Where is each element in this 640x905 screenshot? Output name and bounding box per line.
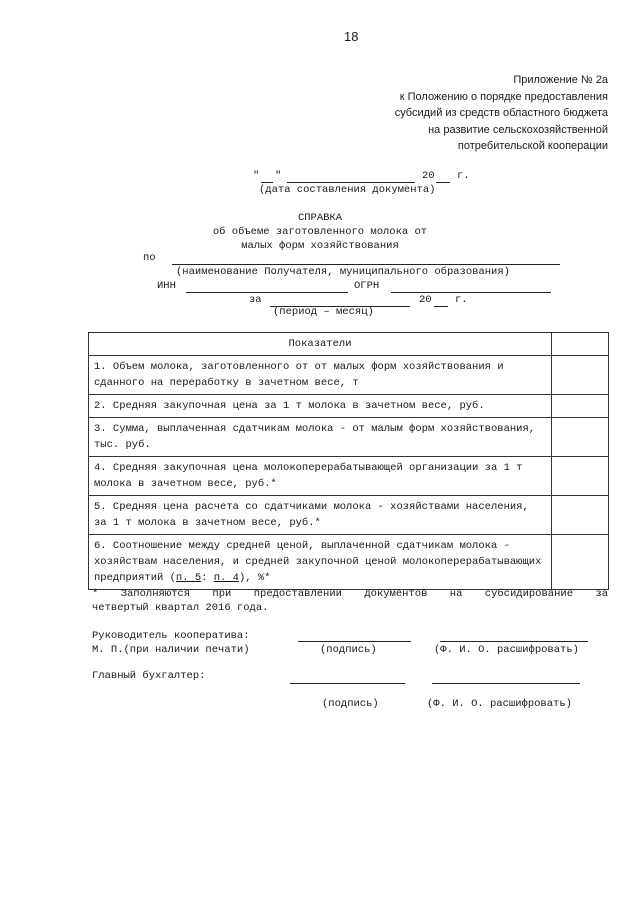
date-year-suffix: г. [457, 170, 470, 182]
annex-line-5: потребительской кооперации [457, 140, 608, 152]
annex-line-2: к Положению о порядке предоставления [399, 90, 608, 103]
head-signature-blank[interactable] [298, 641, 411, 642]
period-suffix: г. [455, 294, 468, 306]
row-4-value[interactable] [552, 457, 609, 496]
row-3-label: 3. Сумма, выплаченная сдатчикам молока - от малым форм хозяйствования, тыс. руб. [89, 418, 552, 457]
row-1-label: 1. Объем молока, заготовленного от от малых форм хозяйствования и сданного на переработку в зачетном весе, т [89, 356, 552, 395]
ogrn-blank[interactable] [391, 292, 551, 293]
footnote-line-1: * Заполняются при предоставлении документов на субсидирование за [92, 588, 608, 600]
head-name-blank[interactable] [440, 641, 588, 642]
day-blank[interactable] [261, 182, 273, 183]
value-header-cell [552, 333, 609, 356]
accountant-sign-caption: (подпись) [322, 698, 379, 710]
row-6-text-a: 6. Соотношение между средней ценой, выплаченной сдатчикам молока - хозяйствам населения, и средней закупочной ценой молокоперерабатывающих предприятий ( [94, 540, 542, 584]
head-name-caption: (Ф. И. О. расшифровать) [434, 644, 579, 656]
row-6-label [89, 535, 552, 590]
table-row [89, 457, 609, 496]
document-title [200, 211, 440, 253]
by-label: по [143, 252, 156, 264]
period-prefix: за [249, 294, 262, 306]
annex-block [395, 72, 608, 155]
title-line-1: СПРАВКА [297, 212, 343, 224]
indicators-table [88, 332, 609, 590]
date-year-prefix: 20 [422, 170, 435, 182]
row-4-label: 4. Средняя закупочная цена молокоперерабатывающей организации за 1 т молока в зачетном весе, руб.* [89, 457, 552, 496]
accountant-label: Главный бухгалтер: [92, 670, 206, 682]
month-blank[interactable] [287, 182, 415, 183]
table-row [89, 395, 609, 418]
table-row [89, 418, 609, 457]
row-5-value[interactable] [552, 496, 609, 535]
table-row [89, 535, 609, 590]
year-blank[interactable] [436, 182, 450, 183]
date-open-quote: " [253, 170, 260, 182]
row-6-link-p4[interactable]: п. 4 [213, 572, 239, 584]
table-row [89, 496, 609, 535]
recipient-name-blank[interactable] [172, 264, 560, 265]
row-2-label: 2. Средняя закупочная цена за 1 т молока в зачетном весе, руб. [89, 395, 552, 418]
page-number: 18 [344, 29, 359, 44]
inn-blank[interactable] [186, 292, 348, 293]
stamp-label: М. П.(при наличии печати) [92, 644, 250, 656]
period-year-blank[interactable] [434, 306, 448, 307]
row-1-value[interactable] [552, 356, 609, 395]
accountant-signature-blank[interactable] [290, 683, 405, 684]
annex-line-1: Приложение № 2а [513, 74, 608, 86]
inn-label: ИНН [157, 280, 176, 292]
accountant-name-caption: (Ф. И. О. расшифровать) [427, 698, 572, 710]
annex-line-3: субсидий из средств областного бюджета [394, 107, 608, 119]
table-row [89, 356, 609, 395]
row-6-separator: : [201, 572, 214, 584]
period-year: 20 [419, 294, 432, 306]
ogrn-label: ОГРН [354, 280, 380, 292]
row-5-label: 5. Средняя цена расчета со сдатчиками молока - хозяйствами населения, за 1 т молока в зачетном весе, руб.* [89, 496, 552, 535]
accountant-name-blank[interactable] [432, 683, 580, 684]
period-caption: (период – месяц) [273, 306, 374, 318]
title-line-3: малых форм хозяйствования [241, 240, 399, 252]
date-close-quote: " [275, 170, 282, 182]
date-caption: (дата составления документа) [259, 184, 436, 196]
row-3-value[interactable] [552, 418, 609, 457]
head-sign-caption: (подпись) [320, 644, 377, 656]
row-6-value[interactable] [552, 535, 609, 590]
table-header-row [89, 333, 609, 356]
footnote-line-2: четвертый квартал 2016 года. [92, 602, 269, 614]
recipient-caption: (наименование Получателя, муниципального образования) [176, 266, 510, 278]
table-header-cell: Показатели [89, 333, 552, 356]
row-2-value[interactable] [552, 395, 609, 418]
row-6-link-p5[interactable]: п. 5 [175, 572, 202, 584]
title-line-2: об объеме заготовленного молока от [212, 226, 428, 238]
annex-line-4: на развитие сельскохозяйственной [428, 123, 608, 136]
head-label: Руководитель кооператива: [92, 630, 250, 642]
row-6-text-b: ), %* [238, 572, 271, 584]
